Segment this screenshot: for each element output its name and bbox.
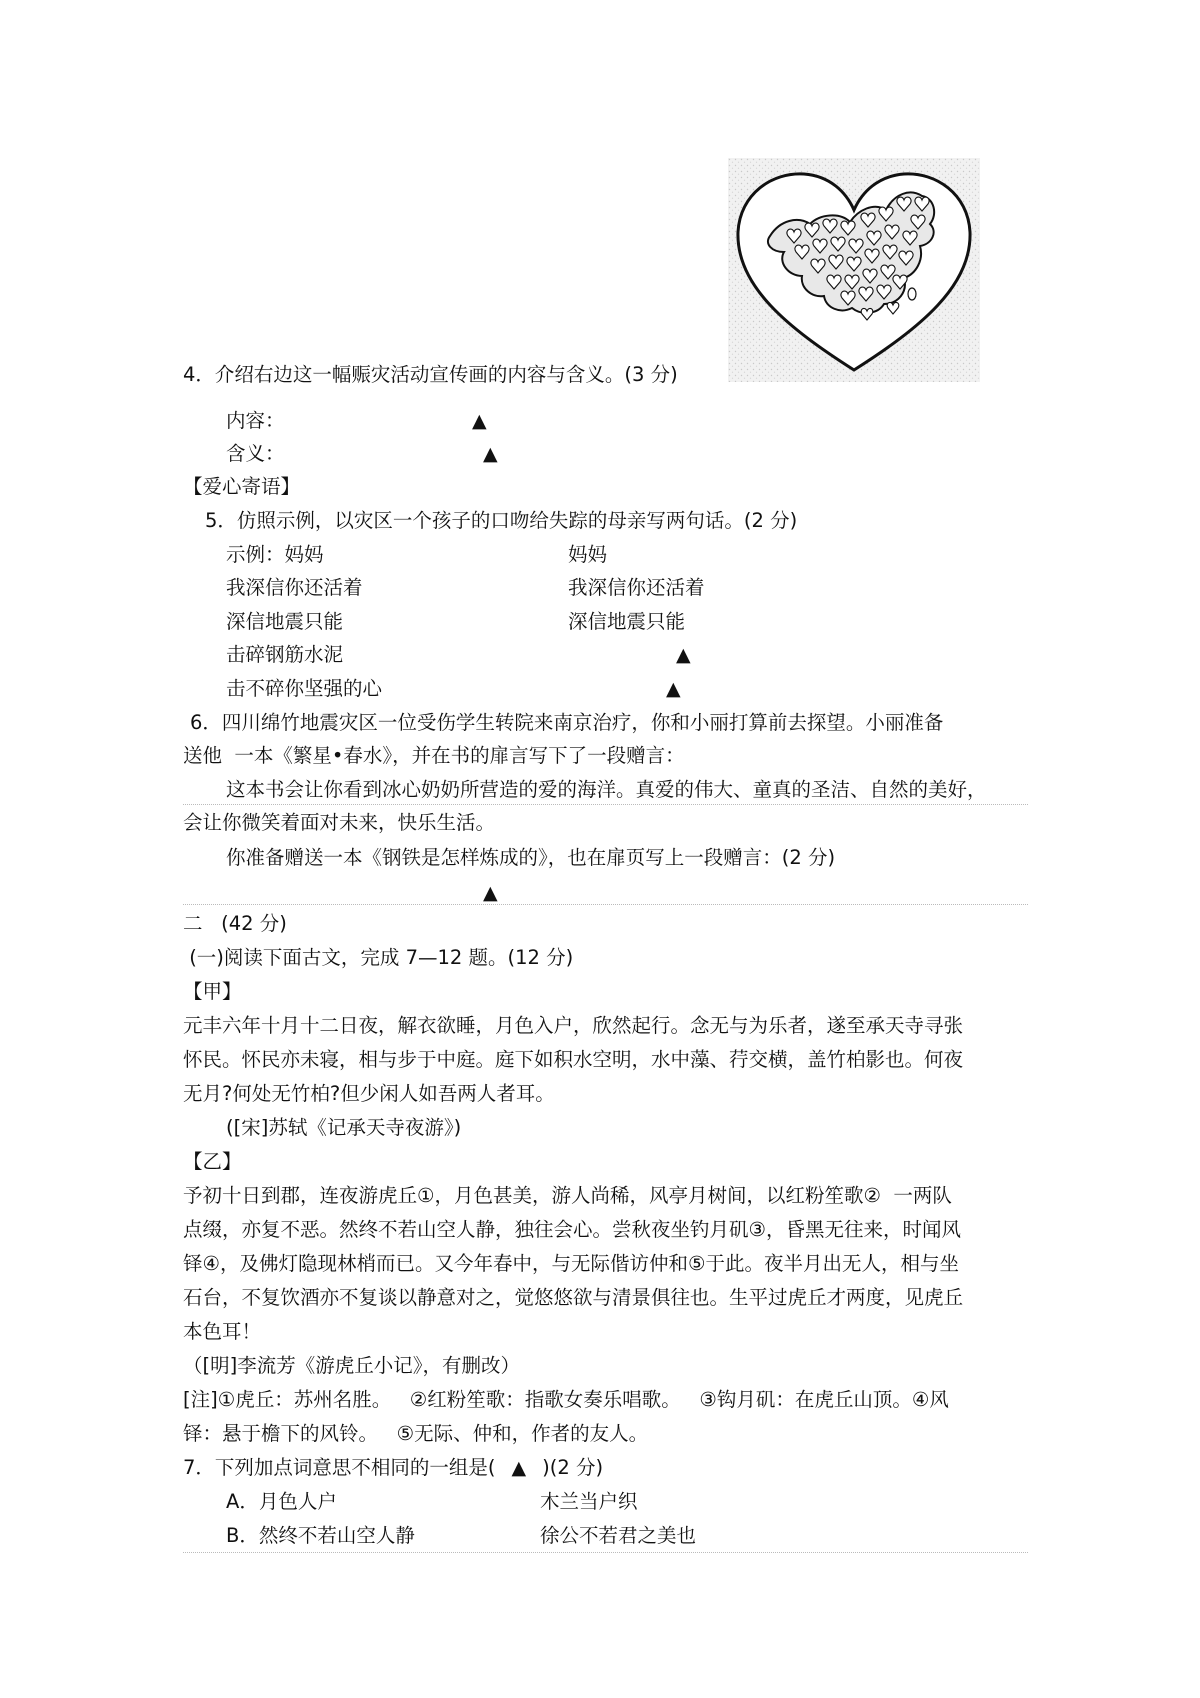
q6-inscription-line1: 这本书会让你看到冰心奶奶所营造的爱的海洋。真爱的伟大、童真的圣洁、自然的美好， bbox=[226, 778, 987, 801]
q5-answer-blank-2[interactable]: ▲ bbox=[666, 678, 681, 700]
q5-example-left-4: 击碎钢筋水泥 bbox=[226, 643, 344, 666]
q5-example-left-2: 我深信你还活着 bbox=[226, 576, 363, 599]
passage-yi-line1: 予初十日到郡，连夜游虎丘①，月色甚美，游人尚稀，风亭月树间，以红粉笙歌② 一两队 bbox=[183, 1184, 952, 1207]
passage-jia-label: 【甲】 bbox=[183, 980, 242, 1003]
notes-line2: 铎：悬于檐下的风铃。 ⑤无际、仲和，作者的友人。 bbox=[183, 1422, 649, 1445]
q6-answer-blank[interactable]: ▲ bbox=[483, 882, 498, 904]
q4-content-answer-blank[interactable]: ▲ bbox=[472, 410, 487, 432]
passage-jia-source: ([宋]苏轼《记承天寺夜游》) bbox=[226, 1116, 462, 1139]
q5-answer-right-2: 我深信你还活着 bbox=[568, 576, 705, 599]
q6-inscription-line2: 会让你微笑着面对未来，快乐生活。 bbox=[183, 811, 496, 834]
q5-example-left-3: 深信地震只能 bbox=[226, 610, 344, 633]
q4-meaning-answer-blank[interactable]: ▲ bbox=[483, 443, 498, 465]
passage-jia-line1: 元丰六年十月十二日夜，解衣欲睡，月色入户，欣然起行。念无与为乐者，遂至承天寺寻张 bbox=[183, 1014, 964, 1037]
notes-line1: [注]①虎丘：苏州名胜。 ②红粉笙歌：指歌女奏乐唱歌。 ③钩月矶：在虎丘山顶。④风 bbox=[183, 1388, 949, 1411]
q4-content-label: 内容： bbox=[226, 409, 285, 432]
passage-jia-line2: 怀民。怀民亦未寝，相与步于中庭。庭下如积水空明，水中藻、荇交横，盖竹柏影也。何夜 bbox=[183, 1048, 964, 1071]
q5-answer-right-1: 妈妈 bbox=[568, 543, 608, 566]
dotted-rule bbox=[183, 904, 1028, 905]
q7-option-b[interactable]: B．然终不若山空人静 bbox=[226, 1524, 415, 1547]
q6-ask: 你准备赠送一本《钢铁是怎样炼成的》，也在扉页写上一段赠言：(2 分) bbox=[226, 846, 836, 869]
q7-answer-blank[interactable]: ▲ bbox=[511, 1457, 527, 1479]
dotted-rule bbox=[183, 1552, 1028, 1553]
q5-example-left-5: 击不碎你坚强的心 bbox=[226, 677, 383, 700]
passage-yi-source: （[明]李流芳《游虎丘小记》，有删改） bbox=[183, 1354, 520, 1377]
disaster-relief-heart-illustration bbox=[728, 158, 980, 382]
q5-answer-blank-1[interactable]: ▲ bbox=[676, 644, 691, 666]
q4-meaning-label: 含义： bbox=[226, 442, 285, 465]
q7-option-a-pair: 木兰当户织 bbox=[540, 1490, 638, 1513]
q5-example-left-1: 示例：妈妈 bbox=[226, 543, 324, 566]
passage-yi-line4: 石台，不复饮酒亦不复谈以静意对之，觉悠悠欲与清景俱往也。生平过虎丘才两度，见虎丘 bbox=[183, 1286, 964, 1309]
taiwan-island bbox=[908, 288, 916, 300]
passage-yi-line2: 点缀，亦复不恶。然终不若山空人静，独往会心。尝秋夜坐钓月矶③，昏黑无往来，时闻风 bbox=[183, 1218, 961, 1241]
passage-yi-label: 【乙】 bbox=[183, 1150, 242, 1173]
q4-stem: 4．介绍右边这一幅赈灾活动宣传画的内容与含义。(3 分) bbox=[183, 363, 678, 386]
dotted-rule bbox=[183, 804, 1028, 805]
passage-jia-line3: 无月?何处无竹柏?但少闲人如吾两人者耳。 bbox=[183, 1082, 555, 1105]
section-2-heading: 二 (42 分) bbox=[183, 912, 287, 935]
q5-answer-right-3: 深信地震只能 bbox=[568, 610, 686, 633]
passage-yi-line5: 本色耳！ bbox=[183, 1320, 262, 1343]
q7-option-a[interactable]: A．月色人户 bbox=[226, 1490, 337, 1513]
q7-option-b-pair: 徐公不若君之美也 bbox=[540, 1524, 697, 1547]
q7-stem-end: )(2 分) bbox=[542, 1456, 604, 1479]
q7-stem bbox=[183, 1458, 603, 1478]
part-1-instructions: (一)阅读下面古文，完成 7—12 题。(12 分) bbox=[183, 946, 574, 969]
q6-stem-line1: 6．四川绵竹地震灾区一位受伤学生转院来南京治疗，你和小丽打算前去探望。小丽准备 bbox=[190, 711, 944, 734]
q6-stem-line2: 送他 一本《繁星•春水》，并在书的扉言写下了一段赠言： bbox=[183, 744, 685, 767]
passage-yi-line3: 铎④，及佛灯隐现林梢而已。又今年春中，与无际偕访仲和⑤于此。夜半月出无人，相与坐 bbox=[183, 1252, 959, 1275]
section-love-heading: 【爱心寄语】 bbox=[183, 475, 301, 498]
q5-stem: 5．仿照示例，以灾区一个孩子的口吻给失踪的母亲写两句话。(2 分) bbox=[205, 509, 798, 532]
q7-stem-start: 7．下列加点词意思不相同的一组是( bbox=[183, 1456, 496, 1479]
